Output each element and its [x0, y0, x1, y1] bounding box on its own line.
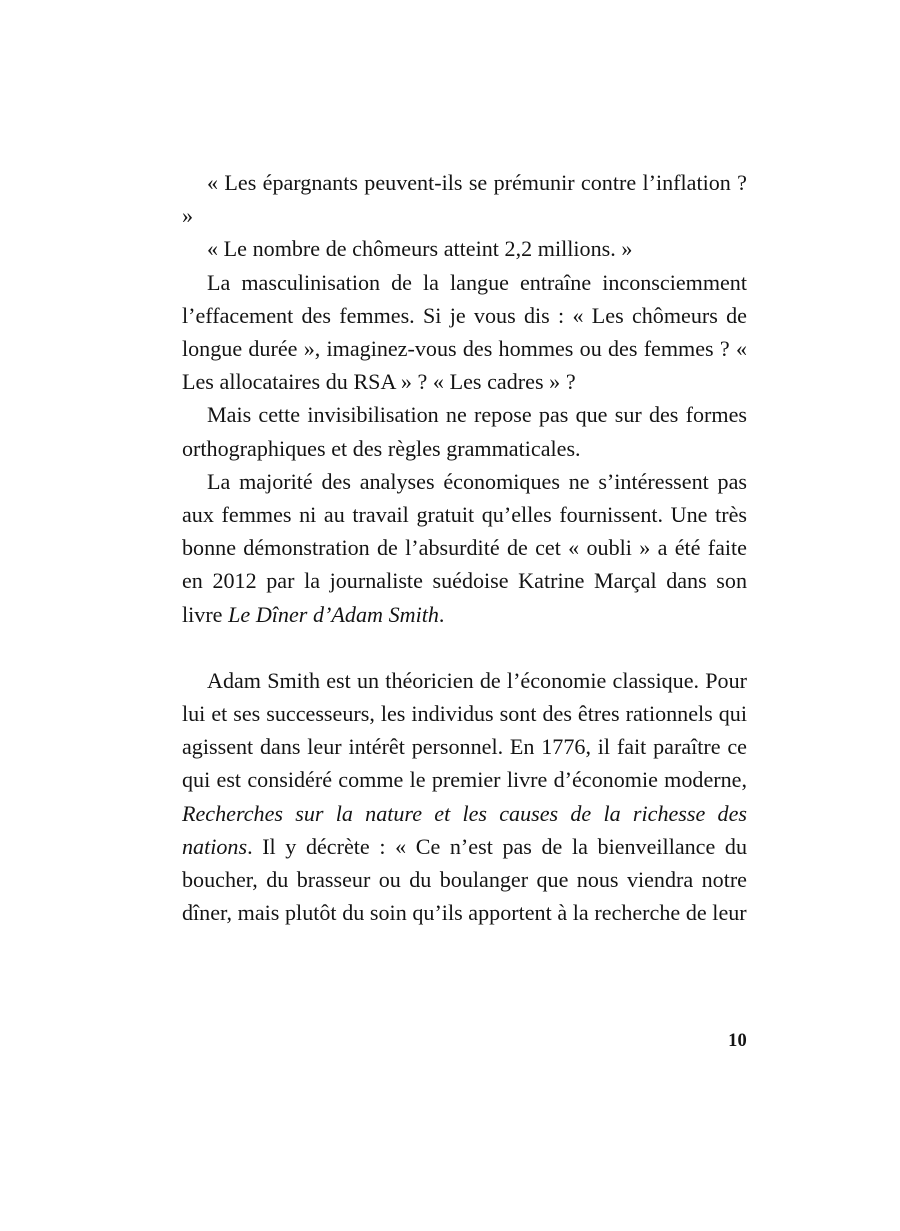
- body-text-column: [182, 166, 747, 929]
- paragraph: [182, 664, 747, 930]
- paragraph: « Les épargnants peuvent-ils se prémunir contre l’inflation ? »: [182, 170, 747, 229]
- paragraph-text-run: .: [438, 601, 445, 627]
- page-number: 10: [728, 1031, 747, 1051]
- paragraph-text-run: . Il y décrète : « Ce n’est pas de la bienveillance du boucher, du brasseur ou du boulanger que nous viendra notre dîner, mais plutôt du soin qu’ils apportent à la recherche de leur: [182, 833, 747, 926]
- book-title-dinner-adam-smith: Le Dîner d’Adam Smith: [228, 601, 439, 627]
- book-title-recherches-richesse-nations: Recherches sur la nature et les causes de la richesse des nations: [182, 800, 747, 859]
- text-block: [182, 664, 747, 930]
- paragraph: « Le nombre de chômeurs atteint 2,2 millions. »: [207, 236, 633, 262]
- paragraph-text-run: La majorité des analyses économiques ne s’intéressent pas aux femmes ni au travail gratuit qu’elles fournissent. Une très bonne démonstration de l’absurdité de cet « oubli » a été faite en 2012 par la journaliste suédoise Katrine Marçal dans son livre: [182, 468, 747, 627]
- paragraph-text-run: Adam Smith est un théoricien de l’économie classique. Pour lui et ses successeurs, les individus sont des êtres rationnels qui agissent dans leur intérêt personnel. En 1776, il fait paraître ce qui est considéré comme le premier livre d’économie moderne,: [182, 667, 747, 793]
- paragraph: Mais cette invisibilisation ne repose pas que sur des formes orthographiques et des règles grammaticales.: [182, 402, 747, 461]
- paragraph: [182, 465, 747, 631]
- paragraph: La masculinisation de la langue entraîne inconsciemment l’effacement des femmes. Si je vous dis : « Les chômeurs de longue durée », imaginez-vous des hommes ou des femmes ? « Les allocataires du RSA » ? « Les cadres » ?: [182, 269, 747, 395]
- text-block: [182, 166, 747, 631]
